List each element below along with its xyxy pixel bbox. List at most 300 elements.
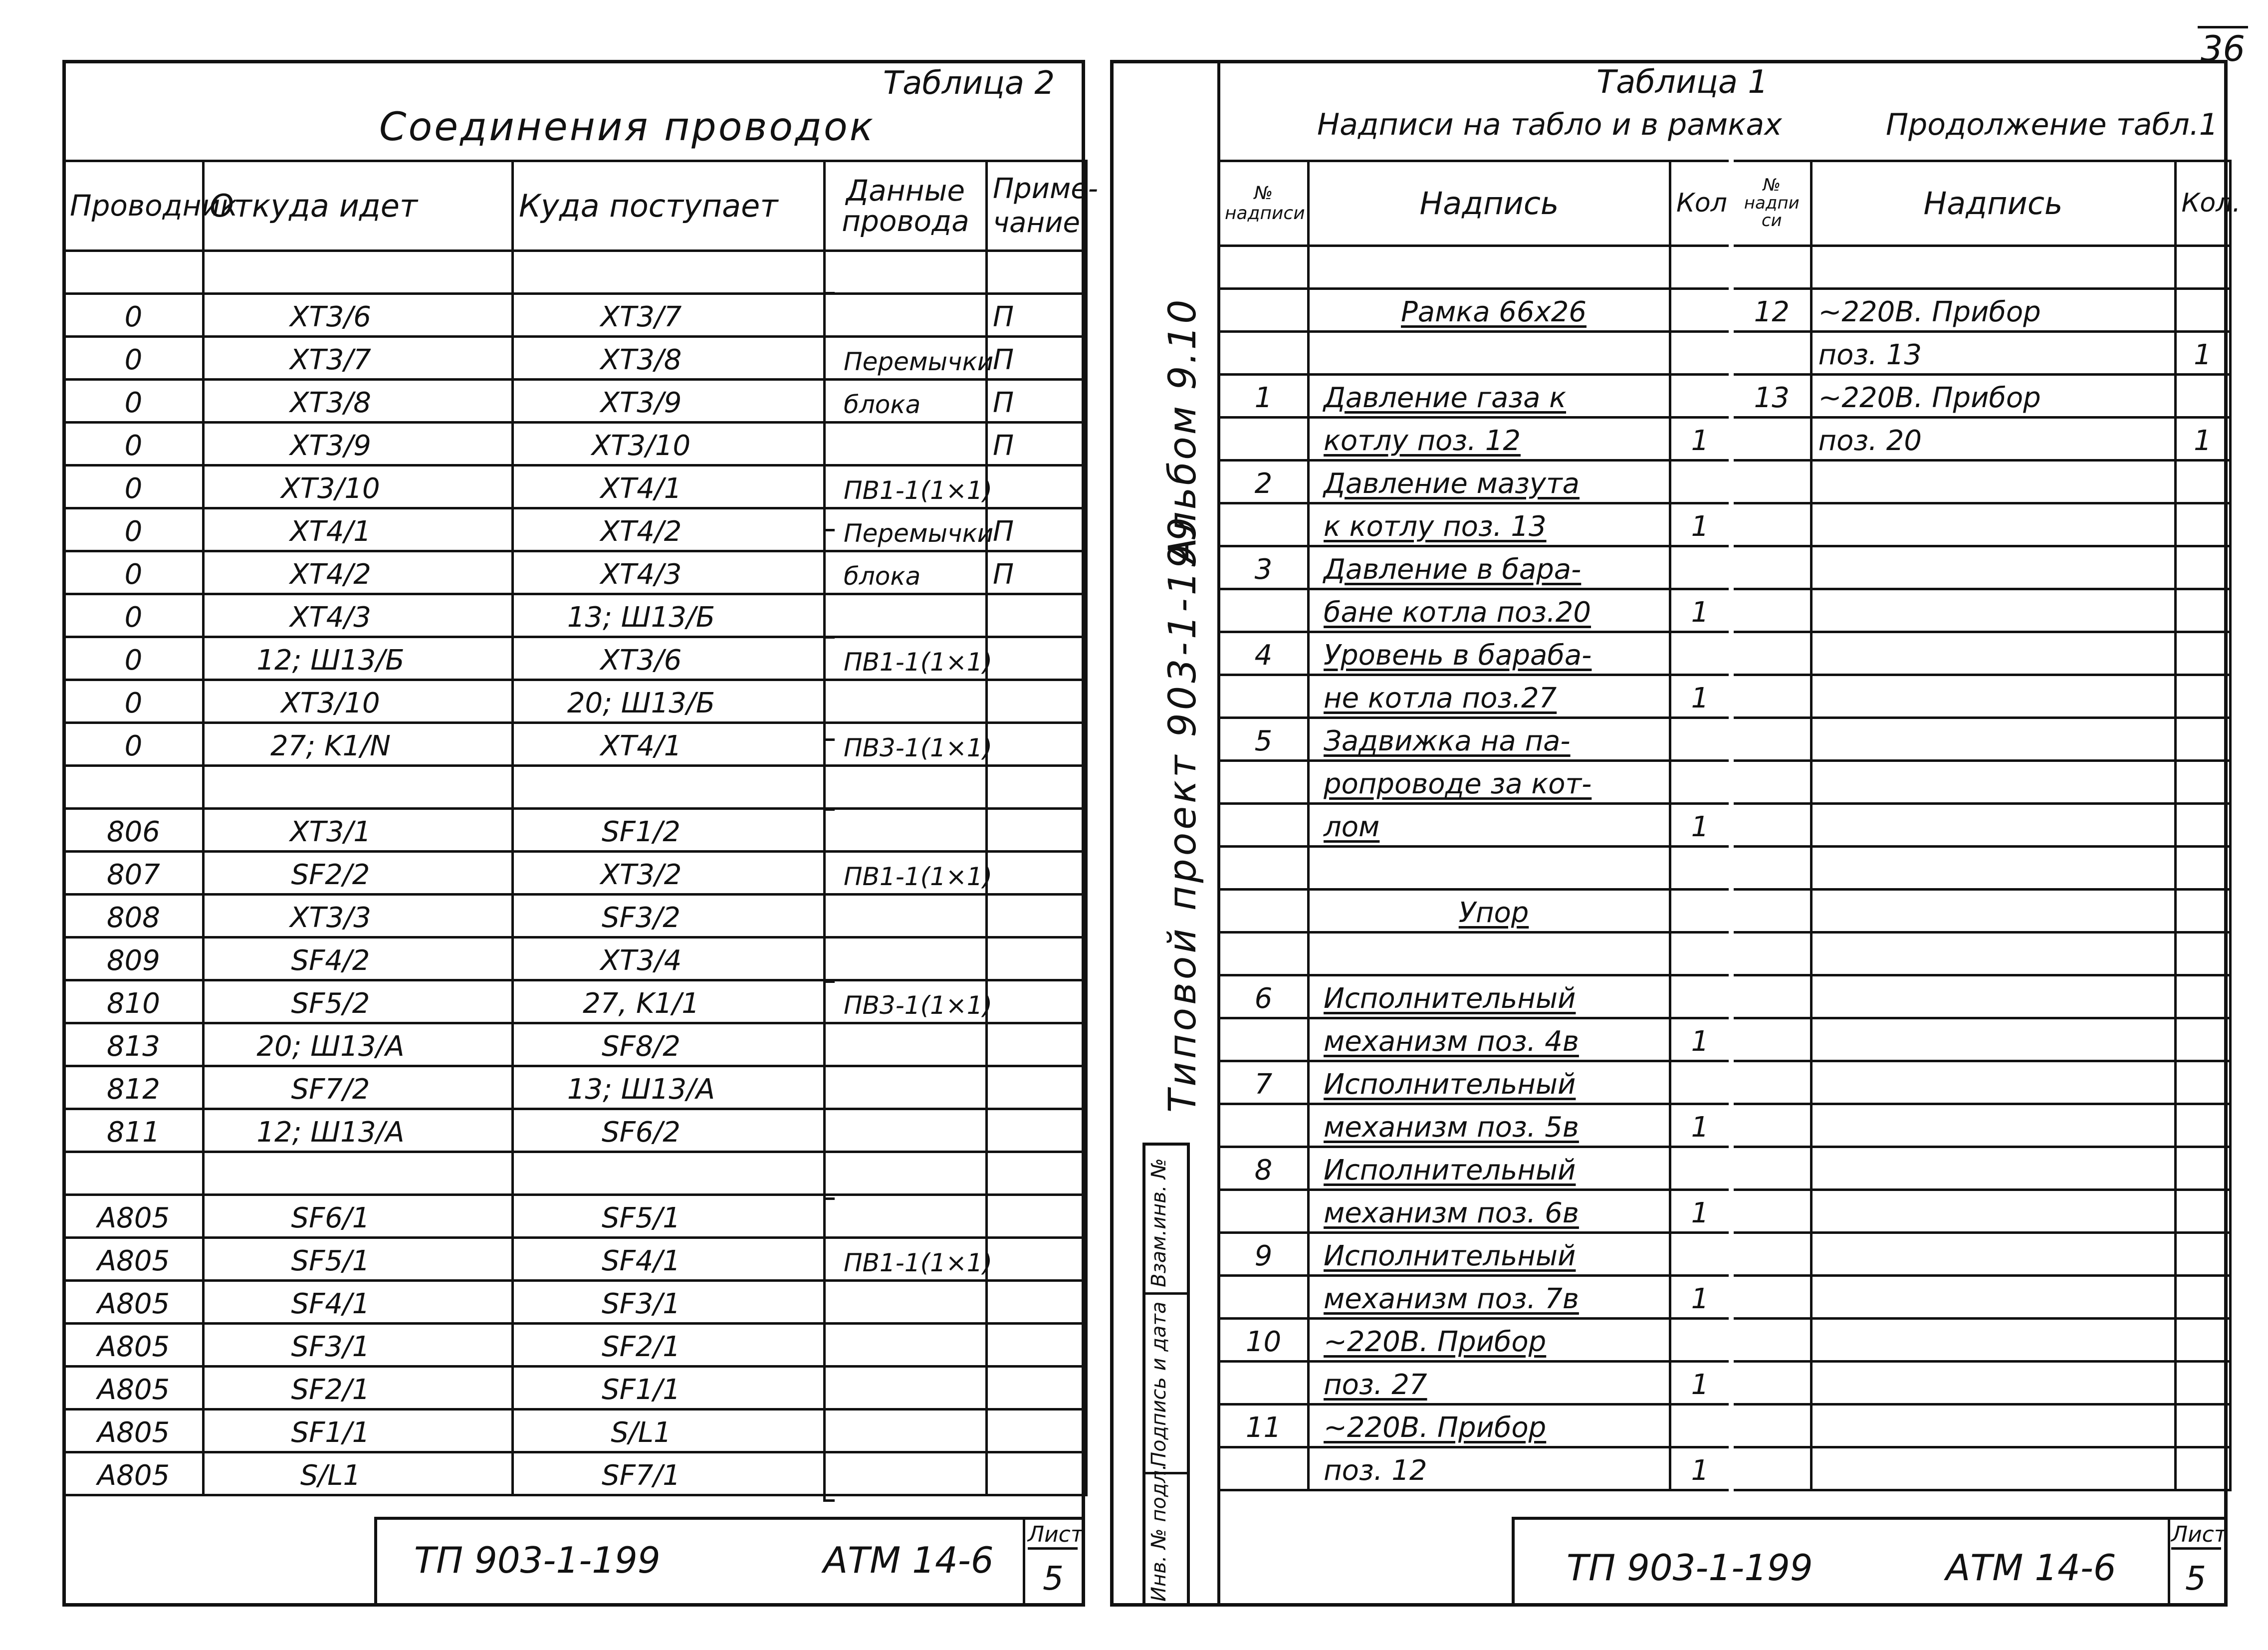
cell-text: к котлу поз. 13 [1309,503,1670,546]
cell-qty [2175,503,2230,546]
cell-to: 20; Ш13/Б [513,680,825,723]
left-title: Соединения проводок [379,105,875,150]
left-stamp-sheet-label: Лист [1028,1522,1078,1550]
brace-group-4 [823,808,835,983]
cell-note [987,1410,1087,1452]
binding-album: Альбом 9.10 [1160,297,1204,564]
cell-from: SF4/2 [204,938,513,980]
table-row [1219,632,1730,675]
cell-num [1219,246,1309,289]
cell-note [987,637,1087,680]
table-row [1731,675,2230,718]
table-row [1731,804,2230,847]
cell-qty: 1 [1670,589,1730,632]
right-table-label: Таблица 1 [1596,64,1769,101]
cell-text: ~220В. Прибор [1811,289,2175,332]
cell-from: SF6/1 [204,1195,513,1238]
cell-text: Исполнительный [1309,1233,1670,1276]
cell-qty [2175,1362,2230,1405]
header-text-2: Надпись [1811,161,2175,246]
cell-wire: 0 [64,466,204,508]
header-note-top: Приме- [993,173,1098,206]
cell-text [1811,761,2175,804]
cell-text [1811,1104,2175,1147]
cell-text: механизм поз. 7в [1309,1276,1670,1319]
cell-text [1811,1018,2175,1061]
cell-text: Исполнительный [1309,1147,1670,1190]
table-row [1219,503,1730,546]
cell-wire-data [825,1109,987,1152]
cell-wire [64,1152,204,1195]
cell-qty: 1 [1670,418,1730,461]
right-continuation: Продолжение табл.1 [1886,107,2218,142]
cell-qty [2175,1061,2230,1104]
cell-num [1731,1147,1811,1190]
cell-to: XT4/2 [513,508,825,551]
cell-note [987,1023,1087,1066]
cell-num: 13 [1731,375,1811,418]
labels-table-continuation [1729,160,2241,1491]
cell-text: механизм поз. 4в [1309,1018,1670,1061]
table-row [64,508,1087,551]
table-row [64,1195,1087,1238]
table-row [1731,761,2230,804]
cell-qty [1670,246,1730,289]
table-row [64,337,1087,380]
cell-text [1811,1233,2175,1276]
cell-qty [1670,933,1730,975]
cell-num [1219,933,1309,975]
cell-num [1731,1405,1811,1447]
table-row [1219,1190,1730,1233]
table-row [1731,1018,2230,1061]
table-row [64,938,1087,980]
table-row [1219,1018,1730,1061]
cell-wire-data: ПВ1-1(1×1) [825,1238,987,1281]
cell-wire-data: Перемычки [825,508,987,551]
cell-wire-data [825,809,987,852]
cell-text [1309,933,1670,975]
right-stamp-code: АТМ 14-6 [1946,1547,2116,1589]
binding-sign-label: Подпись и дата [1147,1301,1170,1467]
table-row [64,1452,1087,1495]
cell-num [1219,589,1309,632]
cell-from: XT3/8 [204,380,513,423]
cell-qty [2175,246,2230,289]
cell-to: XT4/3 [513,551,825,594]
table-row [1219,1233,1730,1276]
cell-num [1731,503,1811,546]
cell-text [1811,246,2175,289]
cell-wire-data [825,766,987,809]
cell-from: SF7/2 [204,1066,513,1109]
cell-num [1219,847,1309,890]
cell-num [1731,246,1811,289]
table-row [1219,1104,1730,1147]
cell-num [1731,1362,1811,1405]
cell-wire [64,251,204,294]
cell-qty [1670,289,1730,332]
cell-text: Давление в бара- [1309,546,1670,589]
cell-from: XT4/3 [204,594,513,637]
cell-num [1731,546,1811,589]
cell-wire-data [825,1066,987,1109]
cell-text: поз. 12 [1309,1447,1670,1490]
table-row [1219,546,1730,589]
cell-text: ~220В. Прибор [1309,1405,1670,1447]
cell-to [513,1152,825,1195]
cell-qty [2175,289,2230,332]
cell-to: SF1/1 [513,1367,825,1410]
brace-group-3 [823,636,835,741]
table-row [1731,1061,2230,1104]
cell-qty: 1 [2175,418,2230,461]
cell-text: Исполнительный [1309,975,1670,1018]
cell-note [987,723,1087,766]
table-row [1219,589,1730,632]
cell-note [987,1452,1087,1495]
cell-text [1811,975,2175,1018]
cell-from: 12; Ш13/А [204,1109,513,1152]
table-row [64,551,1087,594]
cell-qty: 1 [1670,503,1730,546]
cell-qty [1670,632,1730,675]
table-row [1731,332,2230,375]
cell-qty: 1 [1670,1276,1730,1319]
cell-note [987,1324,1087,1367]
cell-to: XT3/4 [513,938,825,980]
cell-text [1811,1276,2175,1319]
table-row [1219,890,1730,933]
cell-to: XT3/7 [513,294,825,337]
cell-wire: 811 [64,1109,204,1152]
cell-text [1811,675,2175,718]
table-row [1219,1147,1730,1190]
cell-num [1731,632,1811,675]
cell-note: П [987,508,1087,551]
cell-from: SF5/1 [204,1238,513,1281]
cell-num [1731,418,1811,461]
cell-num [1731,589,1811,632]
cell-text [1309,847,1670,890]
cell-from: SF2/1 [204,1367,513,1410]
cell-qty [2175,1190,2230,1233]
cell-text [1811,503,2175,546]
header-wire-data-text: Данные провода [842,173,969,238]
binding-inv-label: Инв. № подл. [1147,1464,1170,1602]
cell-qty [1670,332,1730,375]
cell-num: 2 [1219,461,1309,503]
cell-wire-data [825,251,987,294]
cell-num [1219,1276,1309,1319]
header-qty-2: Кол. [2175,161,2230,246]
header-qty: Кол. [1670,161,1730,246]
cell-num [1219,1447,1309,1490]
table-row [1731,289,2230,332]
cell-text: ропроводе за кот- [1309,761,1670,804]
cell-text: ~220В. Прибор [1811,375,2175,418]
cell-to: XT3/8 [513,337,825,380]
cell-num: 1 [1219,375,1309,418]
cell-wire-data: блока [825,380,987,423]
cell-to [513,251,825,294]
table-row [64,1281,1087,1324]
labels-table [1217,160,1736,1491]
cell-text: котлу поз. 12 [1309,418,1670,461]
cell-num [1731,332,1811,375]
cell-wire: 0 [64,423,204,466]
cell-from: XT4/2 [204,551,513,594]
cell-qty: 1 [2175,332,2230,375]
cell-num [1219,761,1309,804]
cell-note: П [987,294,1087,337]
table-row [1731,847,2230,890]
cell-wire-data [825,1281,987,1324]
cell-num [1219,1104,1309,1147]
cell-note [987,1109,1087,1152]
cell-qty [2175,675,2230,718]
cell-qty: 1 [1670,1447,1730,1490]
table-row [64,1410,1087,1452]
cell-note [987,852,1087,895]
cell-qty: 1 [1670,1104,1730,1147]
table-row [1219,1319,1730,1362]
table-row [64,766,1087,809]
cell-qty [2175,718,2230,761]
cell-text [1811,589,2175,632]
right-stamp-sheet: 5 [2185,1559,2206,1598]
cell-to: XT4/1 [513,723,825,766]
cell-qty [1670,847,1730,890]
cell-note [987,1367,1087,1410]
cell-text: поз. 27 [1309,1362,1670,1405]
cell-wire: 0 [64,294,204,337]
table-row [64,1109,1087,1152]
cell-wire-data [825,1452,987,1495]
cell-to: SF1/2 [513,809,825,852]
cell-num [1219,1190,1309,1233]
cell-from: 12; Ш13/Б [204,637,513,680]
table-row [64,1324,1087,1367]
cell-note [987,251,1087,294]
cell-num [1219,890,1309,933]
cell-wire-data [825,294,987,337]
table-row [1219,375,1730,418]
cell-wire: 0 [64,508,204,551]
cell-wire-data: ПВ1-1(1×1) [825,466,987,508]
cell-wire-data: Перемычки [825,337,987,380]
cell-wire-data [825,680,987,723]
cell-num [1219,503,1309,546]
cell-num [1731,718,1811,761]
cell-num [1731,675,1811,718]
cell-to: SF3/1 [513,1281,825,1324]
cell-from: 27; K1/N [204,723,513,766]
cell-qty [2175,1018,2230,1061]
binding-project: Типовой проект 903-1-199 [1160,514,1204,1113]
left-stamp-code: АТМ 14-6 [823,1539,994,1581]
cell-from: 20; Ш13/А [204,1023,513,1066]
cell-qty [1670,761,1730,804]
table-row [1219,675,1730,718]
cell-qty [2175,589,2230,632]
table-row [1219,1362,1730,1405]
cell-text [1811,1190,2175,1233]
cell-wire: A805 [64,1324,204,1367]
cell-from: XT3/7 [204,337,513,380]
cell-num [1219,804,1309,847]
brace-group-1 [823,292,835,531]
cell-num [1731,461,1811,503]
cell-num [1731,1276,1811,1319]
cell-wire: 807 [64,852,204,895]
table-row [1219,461,1730,503]
cell-wire: 0 [64,551,204,594]
cell-note [987,466,1087,508]
cell-qty [2175,461,2230,503]
cell-qty [2175,375,2230,418]
cell-wire: 0 [64,594,204,637]
header-num: № надписи [1219,161,1309,246]
cell-wire: A805 [64,1195,204,1238]
cell-num: 5 [1219,718,1309,761]
table-row [1731,1233,2230,1276]
cell-from: XT4/1 [204,508,513,551]
cell-text: Уровень в бараба- [1309,632,1670,675]
cell-text: поз. 20 [1811,418,2175,461]
cell-wire: 0 [64,680,204,723]
table-row [1731,418,2230,461]
cell-wire-data [825,1152,987,1195]
cell-qty: 1 [1670,1190,1730,1233]
cell-num [1219,289,1309,332]
table-row [64,980,1087,1023]
cell-num [1731,1447,1811,1490]
cell-note [987,1066,1087,1109]
table-row [1731,503,2230,546]
cell-note: П [987,380,1087,423]
cell-qty [1670,1061,1730,1104]
table-row [64,852,1087,895]
binding-replace-label: Взам.инв. № [1147,1158,1170,1287]
cell-to: XT3/9 [513,380,825,423]
cell-wire-data [825,895,987,938]
table-row [1731,1319,2230,1362]
cell-qty [2175,847,2230,890]
table-row [1731,246,2230,289]
cell-wire: A805 [64,1281,204,1324]
cell-note [987,766,1087,809]
cell-wire-data: ПВ3-1(1×1) [825,980,987,1023]
cell-to: XT4/1 [513,466,825,508]
table-row [64,380,1087,423]
left-table-label: Таблица 2 [883,65,1055,102]
cell-num: 7 [1219,1061,1309,1104]
cell-wire: 0 [64,723,204,766]
table-row [1731,718,2230,761]
table-row [64,637,1087,680]
cell-text [1811,1447,2175,1490]
table-row [64,895,1087,938]
cell-from: SF3/1 [204,1324,513,1367]
cell-wire: 0 [64,337,204,380]
cell-text [1811,632,2175,675]
cell-qty: 1 [1670,675,1730,718]
table-row [64,723,1087,766]
cell-qty [2175,761,2230,804]
cell-qty [2175,1147,2230,1190]
table-row [1731,589,2230,632]
cell-to: 13; Ш13/Б [513,594,825,637]
table-row [64,1066,1087,1109]
cell-wire-data [825,594,987,637]
cell-num [1731,761,1811,804]
cell-note [987,1281,1087,1324]
cell-num [1731,1104,1811,1147]
cell-to: 27, K1/1 [513,980,825,1023]
cell-qty [2175,546,2230,589]
cell-text: ~220В. Прибор [1309,1319,1670,1362]
table-row [64,423,1087,466]
cell-num [1731,933,1811,975]
cell-to: S/L1 [513,1410,825,1452]
cell-qty [2175,1233,2230,1276]
cell-num [1731,1233,1811,1276]
table-row [1731,375,2230,418]
cell-wire-data: ПВ1-1(1×1) [825,852,987,895]
cell-num [1219,675,1309,718]
table-row [1731,1147,2230,1190]
cell-text: Давление мазута [1309,461,1670,503]
table-row [1219,332,1730,375]
cell-note [987,594,1087,637]
cell-qty: 1 [1670,1018,1730,1061]
header-to: Куда поступает [513,161,825,251]
cell-qty [2175,804,2230,847]
cell-text [1811,718,2175,761]
cell-text: поз. 13 [1811,332,2175,375]
cell-to: SF6/2 [513,1109,825,1152]
table-row [64,594,1087,637]
cell-from [204,251,513,294]
cell-wire-data [825,1023,987,1066]
page-number: 36 [2198,26,2248,69]
cell-from: SF2/2 [204,852,513,895]
cell-text [1811,1061,2175,1104]
cell-text [1811,890,2175,933]
table-row [64,251,1087,294]
left-stamp-project: ТП 903-1-199 [414,1539,661,1581]
table-row [1731,1276,2230,1319]
cell-qty [1670,1147,1730,1190]
cell-to: XT3/6 [513,637,825,680]
cell-text: лом [1309,804,1670,847]
cell-to: XT3/2 [513,852,825,895]
header-note-bottom: чание [993,206,1080,239]
table-row [1731,546,2230,589]
table-row [1731,461,2230,503]
cell-text [1811,1405,2175,1447]
cell-to: 13; Ш13/А [513,1066,825,1109]
table-row [1219,847,1730,890]
cell-text: не котла поз.27 [1309,675,1670,718]
cell-qty [1670,975,1730,1018]
table-row [1219,1447,1730,1490]
cell-text: Задвижка на па- [1309,718,1670,761]
cell-text [1811,1319,2175,1362]
cell-from: XT3/9 [204,423,513,466]
cell-text [1309,246,1670,289]
